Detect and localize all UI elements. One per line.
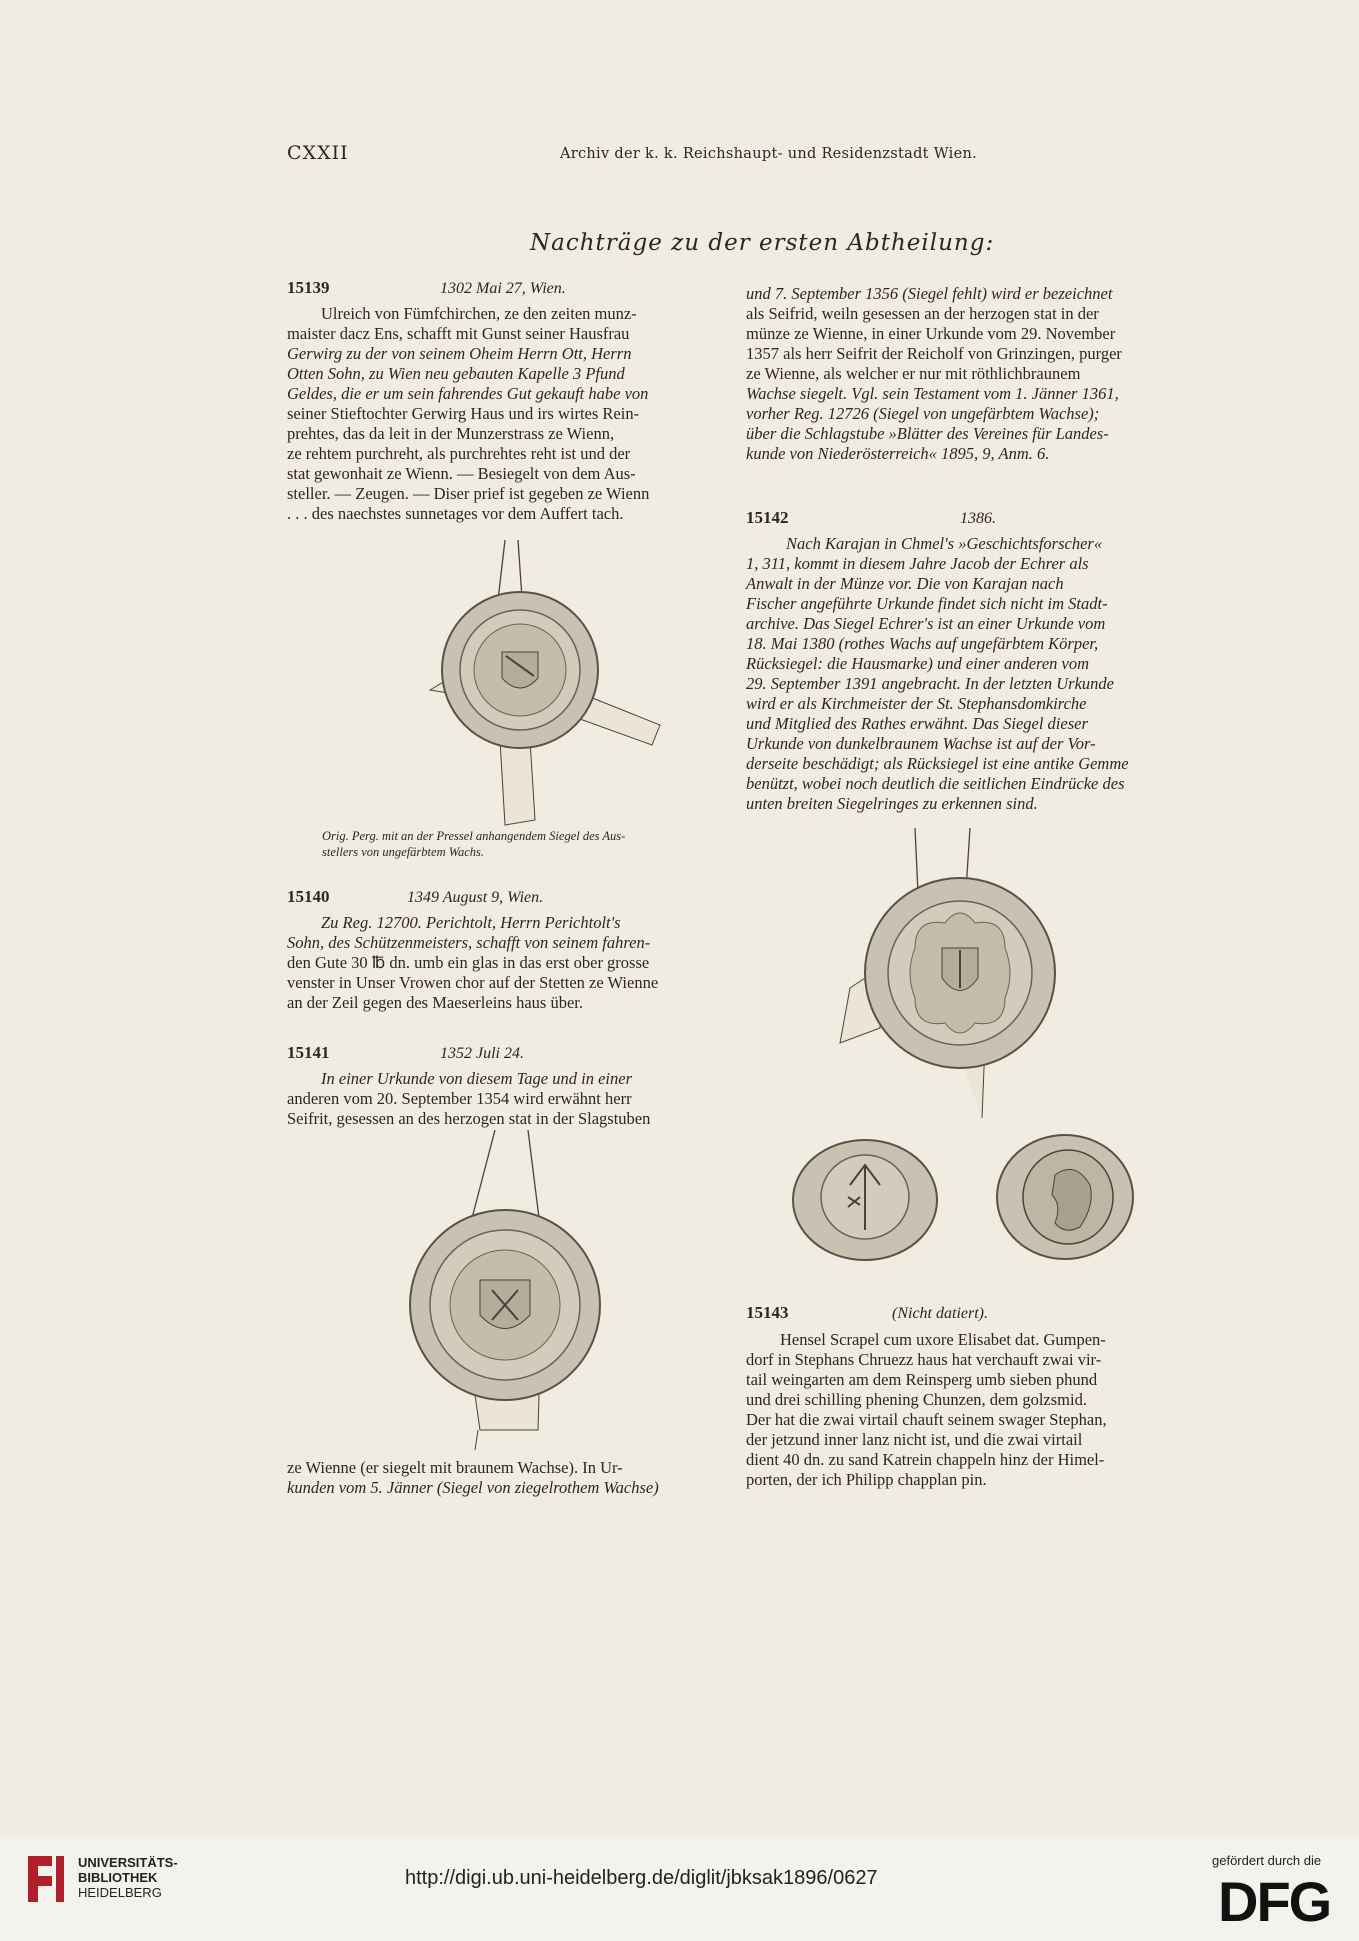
page-number: CXXII (287, 142, 349, 164)
text-line: derseite beschädigt; als Rücksiegel ist eine antike Gemme (746, 754, 1129, 773)
text-line: Urkunde von dunkelbraunem Wachse ist auf der Vor- (746, 734, 1096, 753)
text-line: und Mitglied des Rathes erwähnt. Das Siegel dieser (746, 714, 1088, 733)
university-library-name (78, 1855, 178, 1900)
text-line: 29. September 1391 angebracht. In der letzten Urkunde (746, 674, 1114, 693)
text-line: anderen vom 20. September 1354 wird erwähnt herr (287, 1089, 632, 1108)
text-line: an der Zeil gegen des Maeserleins haus über. (287, 993, 583, 1012)
text-line: der jetzund inner lanz nicht ist, und die zwai virtail (746, 1430, 1083, 1449)
seal-image-15142 (820, 828, 1080, 1118)
text-line: venster in Unser Vrowen chor auf der Stetten ze Wienne (287, 973, 659, 992)
entry-text-15143 (746, 1330, 1176, 1490)
text-line: benützt, wobei noch deutlich die seitlichen Eindrücke des (746, 774, 1125, 793)
text-line: Geldes, die er um sein fahrendes Gut gekauft habe von (287, 384, 649, 403)
text-line: stat gewonhait ze Wienn. — Besiegelt von dem Aus- (287, 464, 636, 483)
text-line: 18. Mai 1380 (rothes Wachs auf ungefärbtem Körper, (746, 634, 1099, 653)
text-line: 1, 311, kommt in diesem Jahre Jacob der Echrer als (746, 554, 1089, 573)
text-line: Sohn, des Schützenmeisters, schafft von seinem fahren- (287, 933, 651, 952)
text-line: porten, der ich Philipp chapplan pin. (746, 1470, 987, 1489)
text-line: Fischer angeführte Urkunde findet sich nicht im Stadt- (746, 594, 1108, 613)
university-library-logo-icon (22, 1852, 70, 1908)
entry-text-15141-right (746, 284, 1176, 464)
text-line: Wachse siegelt. Vgl. sein Testament vom 1. Jänner 1361, (746, 384, 1119, 403)
text-line: Ulreich von Fümfchirchen, ze den zeiten munz- (321, 304, 637, 323)
text-line: dorf in Stephans Chruezz haus hat verchauft zwai vir- (746, 1350, 1102, 1369)
text-line: Hensel Scrapel cum uxore Elisabet dat. Gumpen- (780, 1330, 1106, 1349)
seal-caption-15139 (322, 828, 722, 860)
entry-text-15139 (287, 304, 719, 524)
funded-by-label: gefördert durch die (1212, 1853, 1322, 1868)
entry-date-15142: 1386. (960, 510, 996, 527)
text-line: 1357 als herr Seifrit der Reicholf von Grinzingen, purger (746, 344, 1122, 363)
text-line: . . . des naechstes sunnetages vor dem Auffert tach. (287, 504, 624, 523)
entry-date-15139: 1302 Mai 27, Wien. (440, 280, 566, 297)
text-line: prehtes, das da leit in der Munzerstrass ze Wienn, (287, 424, 615, 443)
text-line: münze ze Wienne, in einer Urkunde vom 29. November (746, 324, 1116, 343)
text-line: tail weingarten am dem Reinsperg umb sieben phund (746, 1370, 1098, 1389)
text-line: über die Schlagstube »Blätter des Vereines für Landes- (746, 424, 1109, 443)
text-line: Gerwirg zu der von seinem Oheim Herrn Ott, Herrn (287, 344, 632, 363)
text-line: unten breiten Siegelringes zu erkennen sind. (746, 794, 1038, 813)
text-line: ze Wienne (er siegelt mit braunem Wachse). In Ur- (287, 1458, 623, 1477)
entry-date-15143: (Nicht datiert). (892, 1305, 988, 1322)
text-line: steller. — Zeugen. — Diser prief ist gegeben ze Wienn (287, 484, 650, 503)
caption-line: stellers von ungefärbtem Wachs. (322, 845, 485, 859)
text-line: Rücksiegel: die Hausmarke) und einer anderen vom (746, 654, 1090, 673)
document-url-link[interactable]: http://digi.ub.uni-heidelberg.de/diglit/jbksak1896/0627 (405, 1867, 878, 1889)
entry-text-15140 (287, 913, 719, 1013)
text-line: maister dacz Ens, schafft mit Gunst seiner Hausfrau (287, 324, 630, 343)
entry-text-15141 (287, 1069, 719, 1129)
text-line: als Seifrid, weiln gesessen an der herzogen stat in der (746, 304, 1099, 323)
text-line: Zu Reg. 12700. Perichtolt, Herrn Perichtolt's (321, 913, 621, 932)
text-line: kunde von Niederösterreich« 1895, 9, Anm. 6. (746, 444, 1050, 463)
running-head: Archiv der k. k. Reichshaupt- und Residenzstadt Wien. (560, 146, 978, 162)
text-line: wird er als Kirchmeister der St. Stephansdomkirche (746, 694, 1087, 713)
library-line: HEIDELBERG (78, 1885, 162, 1900)
text-line: dient 40 dn. zu sand Katrein chappeln hinz der Himel- (746, 1450, 1105, 1469)
text-line: vorher Reg. 12726 (Siegel von ungefärbtem Wachse); (746, 404, 1100, 423)
text-line: ze Wienne, als welcher er nur mit röthlichbraunem (746, 364, 1081, 383)
text-line: Nach Karajan in Chmel's »Geschichtsforscher« (786, 534, 1103, 553)
text-line: ze rehtem purchreht, als purchrehtes reht ist und der (287, 444, 631, 463)
caption-line: Orig. Perg. mit an der Pressel anhangendem Siegel des Aus- (322, 829, 626, 843)
library-line: UNIVERSITÄTS- (78, 1855, 178, 1870)
entry-number-15141: 15141 (287, 1043, 330, 1062)
small-seals-image (790, 1135, 1150, 1265)
library-line: BIBLIOTHEK (78, 1870, 158, 1885)
text-line: archive. Das Siegel Echrer's ist an einer Urkunde vom (746, 614, 1106, 633)
seal-image-15139 (390, 540, 690, 830)
text-line: den Gute 30 ℔ dn. umb ein glas in das erst ober grosse (287, 953, 650, 972)
entry-number-15140: 15140 (287, 887, 330, 906)
entry-date-15141: 1352 Juli 24. (440, 1045, 524, 1062)
text-line: und 7. September 1356 (Siegel fehlt) wird er bezeichnet (746, 284, 1113, 303)
text-line: Der hat die zwai virtail chauft seinem swager Stephan, (746, 1410, 1107, 1429)
text-line: Otten Sohn, zu Wien neu gebauten Kapelle 3 Pfund (287, 364, 625, 383)
entry-date-15140: 1349 August 9, Wien. (407, 889, 544, 906)
text-line: und drei schilling phening Chunzen, dem golzsmid. (746, 1390, 1087, 1409)
text-line: In einer Urkunde von diesem Tage und in einer (321, 1069, 632, 1088)
entry-number-15143: 15143 (746, 1303, 789, 1322)
entry-number-15139: 15139 (287, 278, 330, 297)
text-line: Seifrit, gesessen an des herzogen stat in der Slagstuben (287, 1109, 651, 1128)
text-line: seiner Stieftochter Gerwirg Haus und irs wirtes Rein- (287, 404, 640, 423)
text-line: Anwalt in der Münze vor. Die von Karajan nach (746, 574, 1064, 593)
text-line: kunden vom 5. Jänner (Siegel von ziegelrothem Wachse) (287, 1478, 659, 1497)
entry-text-15141-continued (287, 1458, 719, 1498)
dfg-logo: DFG (1218, 1870, 1331, 1933)
entry-number-15142: 15142 (746, 508, 789, 527)
entry-text-15142 (746, 534, 1176, 814)
section-title: Nachträge zu der ersten Abtheilung: (530, 230, 995, 256)
seal-image-15141 (400, 1130, 620, 1450)
